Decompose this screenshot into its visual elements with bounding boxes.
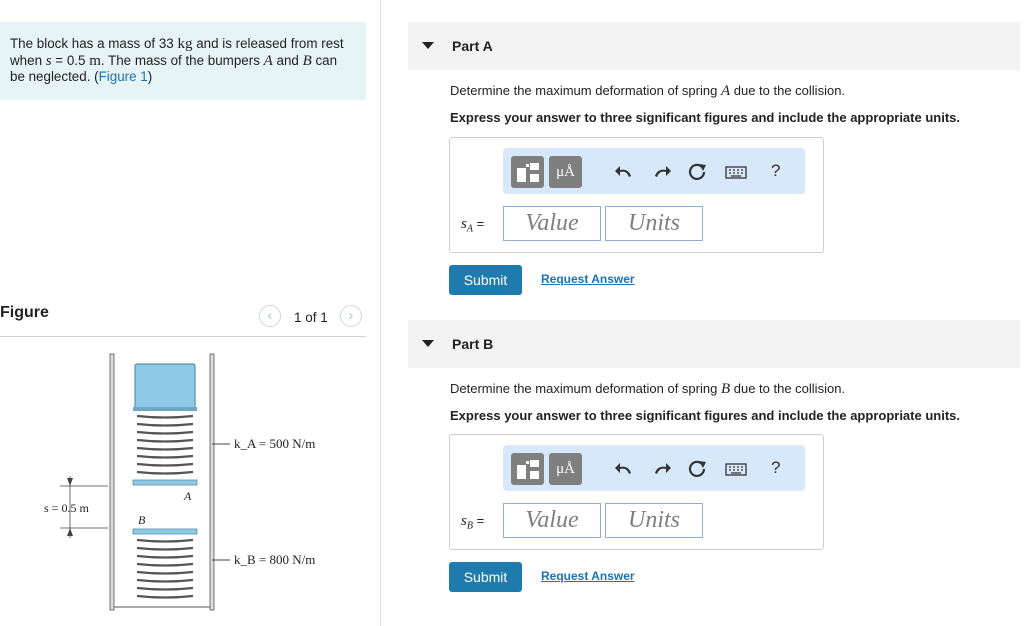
prev-figure-button[interactable] <box>259 305 281 327</box>
label-s: s = 0.5 m <box>44 501 89 515</box>
collapse-triangle-icon[interactable] <box>422 42 434 49</box>
redo-icon[interactable] <box>649 457 673 481</box>
part-a-header[interactable] <box>408 22 1020 70</box>
part-b-question: Determine the maximum deformation of spring B due to the collision. <box>450 381 846 397</box>
var-A: A <box>263 52 273 69</box>
request-answer-link-a[interactable]: Request Answer <box>541 272 635 286</box>
bumper-b <box>133 529 197 534</box>
var-B: B <box>302 52 312 69</box>
pane-divider[interactable] <box>380 0 381 626</box>
answer-label-a: $s_A$ = <box>461 216 485 235</box>
help-icon[interactable]: ? <box>771 458 781 477</box>
value-input[interactable]: Value <box>503 503 601 538</box>
problem-statement <box>0 22 366 100</box>
part-a-question: Determine the maximum deformation of spring A due to the collision. <box>450 83 846 99</box>
equation-toolbar <box>503 445 805 491</box>
problem-text: and <box>272 52 303 68</box>
bumper-a <box>133 480 197 485</box>
part-b-header[interactable] <box>408 320 1020 368</box>
block-plate <box>133 407 197 411</box>
spring-bumper-figure <box>40 352 340 612</box>
chevron-left-icon: ‹ <box>267 307 273 323</box>
answer-label-b: $s_B$ = <box>461 513 485 532</box>
keyboard-icon[interactable] <box>723 457 751 481</box>
problem-text: when <box>10 52 46 68</box>
figure-title: Figure <box>0 304 49 321</box>
part-a-answer-box <box>449 137 824 253</box>
units-button[interactable] <box>549 453 582 485</box>
reset-icon[interactable] <box>685 457 709 481</box>
label-A: A <box>184 489 192 503</box>
part-b-title: Part B <box>452 336 494 352</box>
templates-button[interactable] <box>511 156 544 188</box>
part-b-instruction: Express your answer to three significant figures and include the appropriate units. <box>450 408 960 423</box>
part-a-title: Part A <box>452 38 493 54</box>
undo-icon[interactable] <box>613 160 637 184</box>
problem-text: be neglected. ( <box>10 69 99 84</box>
var-s: s <box>45 52 52 69</box>
block <box>135 364 195 408</box>
keyboard-icon[interactable] <box>723 160 751 184</box>
problem-text: . The mass of the bumpers <box>100 52 264 68</box>
figure-page-count: 1 of 1 <box>294 310 328 325</box>
units-icon: μÅ <box>556 461 575 477</box>
equation-toolbar <box>503 148 805 194</box>
templates-button[interactable] <box>511 453 544 485</box>
units-input[interactable]: Units <box>605 206 703 241</box>
units-icon: μÅ <box>556 164 575 180</box>
figure-divider <box>0 336 366 337</box>
unit-m: m <box>89 52 101 69</box>
reset-icon[interactable] <box>685 160 709 184</box>
problem-text: can <box>311 52 338 68</box>
units-input[interactable]: Units <box>605 503 703 538</box>
submit-button-b[interactable]: Submit <box>449 562 522 592</box>
figure-link[interactable]: Figure 1 <box>98 69 148 84</box>
problem-text: = 0.5 <box>51 52 90 68</box>
submit-button-a[interactable]: Submit <box>449 265 522 295</box>
collapse-triangle-icon[interactable] <box>422 340 434 347</box>
right-wall <box>210 354 214 610</box>
templates-icon <box>511 453 544 485</box>
unit-kg: kg <box>177 36 193 52</box>
label-kA: k_A = 500 N/m <box>234 436 316 451</box>
problem-text: and is released from rest <box>192 36 344 51</box>
label-kB: k_B = 800 N/m <box>234 552 316 567</box>
help-icon[interactable]: ? <box>771 161 781 180</box>
spring-a <box>137 416 193 474</box>
part-b-answer-box <box>449 434 824 550</box>
problem-text: The block has a mass of 33 <box>10 36 178 51</box>
request-answer-link-b[interactable]: Request Answer <box>541 569 635 583</box>
problem-text: ) <box>147 69 153 84</box>
chevron-right-icon: › <box>348 307 354 323</box>
templates-icon <box>511 156 544 188</box>
spring-b <box>137 540 193 598</box>
part-a-instruction: Express your answer to three significant figures and include the appropriate units. <box>450 110 960 125</box>
value-input[interactable]: Value <box>503 206 601 241</box>
redo-icon[interactable] <box>649 160 673 184</box>
undo-icon[interactable] <box>613 457 637 481</box>
left-wall <box>110 354 114 610</box>
label-B: B <box>138 513 146 527</box>
units-button[interactable] <box>549 156 582 188</box>
next-figure-button[interactable] <box>340 305 362 327</box>
